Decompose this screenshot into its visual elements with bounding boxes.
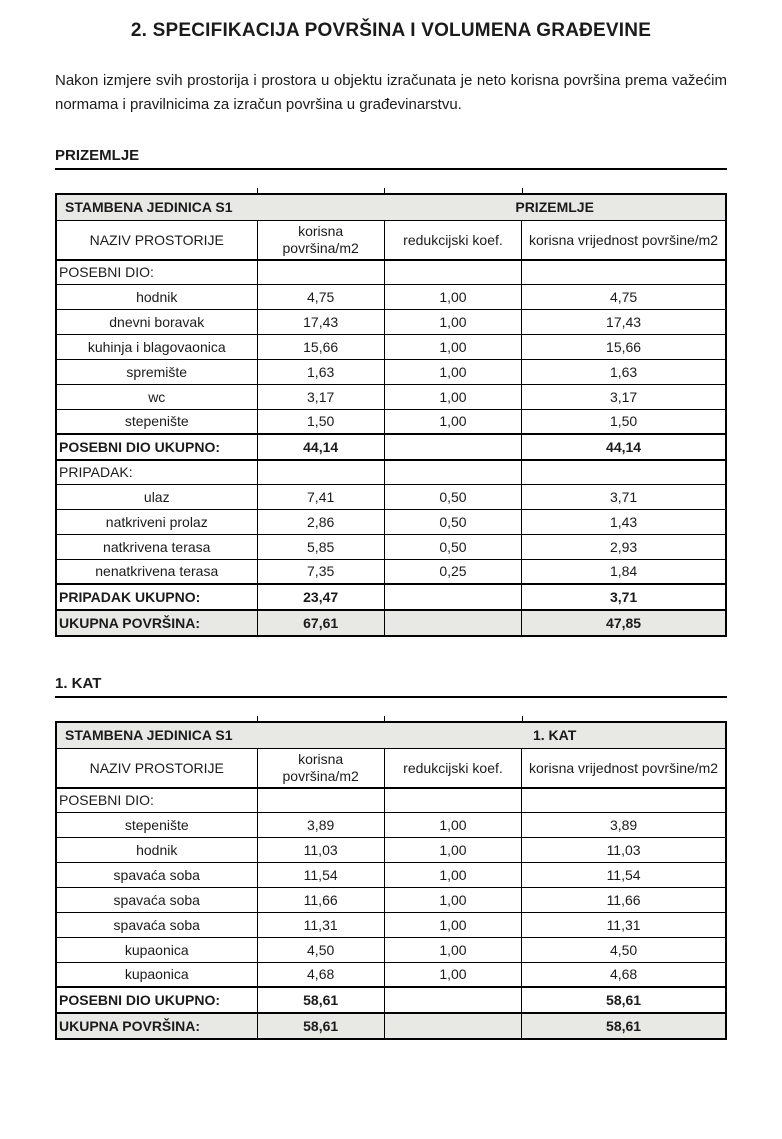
area-cell: 4,50	[257, 937, 384, 962]
coef-cell	[384, 987, 521, 1013]
coef-cell	[384, 1013, 521, 1039]
col-header-value: korisna vrijednost površine/m2	[522, 748, 726, 788]
table-body	[56, 788, 726, 1039]
area-cell: 7,35	[257, 559, 384, 584]
table-row-group	[56, 260, 726, 284]
coef-cell: 0,25	[384, 559, 521, 584]
col-header-area	[257, 220, 384, 260]
unit-label-cell: STAMBENA JEDINICA S1	[56, 194, 384, 220]
table-row-total	[56, 987, 726, 1013]
value-cell: 58,61	[522, 1013, 726, 1039]
value-cell: 58,61	[522, 987, 726, 1013]
room-name-cell: PRIPADAK UKUPNO:	[56, 584, 257, 610]
table-head	[56, 194, 726, 260]
column-tick-mark	[384, 188, 385, 193]
table-row-data	[56, 409, 726, 434]
value-cell: 47,85	[522, 610, 726, 636]
column-header-row	[56, 748, 726, 788]
col-header-area-line1: korisna	[298, 750, 344, 767]
area-cell: 1,63	[257, 359, 384, 384]
coef-cell	[384, 434, 521, 460]
room-name-cell: spavaća soba	[56, 887, 257, 912]
value-cell: 4,50	[522, 937, 726, 962]
table-row-data	[56, 862, 726, 887]
coef-cell: 1,00	[384, 837, 521, 862]
table-row-data	[56, 309, 726, 334]
area-cell: 11,54	[257, 862, 384, 887]
column-tick-mark	[522, 716, 523, 721]
room-name-cell: natkrivena terasa	[56, 534, 257, 559]
coef-cell: 1,00	[384, 862, 521, 887]
col-header-coef: redukcijski koef.	[384, 748, 521, 788]
area-cell: 4,68	[257, 962, 384, 987]
value-cell: 44,14	[522, 434, 726, 460]
table-row-data	[56, 534, 726, 559]
section-heading-kat: 1. KAT	[55, 675, 727, 698]
room-name-cell: hodnik	[56, 837, 257, 862]
coef-cell: 1,00	[384, 912, 521, 937]
table-row-total	[56, 434, 726, 460]
room-name-cell: stepenište	[56, 812, 257, 837]
table-row-data	[56, 484, 726, 509]
room-name-cell: kupaonica	[56, 962, 257, 987]
section-heading-prizemlje: PRIZEMLJE	[55, 147, 727, 170]
room-name-cell: UKUPNA POVRŠINA:	[56, 610, 257, 636]
room-name-cell: dnevni boravak	[56, 309, 257, 334]
room-name-cell: POSEBNI DIO UKUPNO:	[56, 434, 257, 460]
table-prizemlje-wrapper	[55, 193, 727, 637]
coef-cell	[384, 788, 521, 812]
table-row-data	[56, 887, 726, 912]
value-cell: 1,50	[522, 409, 726, 434]
table-title-row	[56, 194, 726, 220]
value-cell	[522, 260, 726, 284]
room-name-cell: stepenište	[56, 409, 257, 434]
value-cell: 1,43	[522, 509, 726, 534]
table-row-data	[56, 284, 726, 309]
area-cell	[257, 260, 384, 284]
room-name-cell: kupaonica	[56, 937, 257, 962]
coef-cell: 1,00	[384, 409, 521, 434]
value-cell: 11,03	[522, 837, 726, 862]
room-name-cell: POSEBNI DIO:	[56, 260, 257, 284]
coef-cell: 1,00	[384, 334, 521, 359]
column-tick-mark	[522, 188, 523, 193]
area-cell	[257, 788, 384, 812]
col-header-area-line1: korisna	[298, 222, 344, 239]
area-cell: 3,89	[257, 812, 384, 837]
table-row-group	[56, 788, 726, 812]
value-cell: 4,68	[522, 962, 726, 987]
column-tick-mark	[384, 716, 385, 721]
area-cell: 11,03	[257, 837, 384, 862]
floor-label-cell: PRIZEMLJE	[384, 194, 726, 220]
value-cell: 3,17	[522, 384, 726, 409]
value-cell: 1,63	[522, 359, 726, 384]
area-cell: 2,86	[257, 509, 384, 534]
table-head	[56, 722, 726, 788]
unit-label-cell: STAMBENA JEDINICA S1	[56, 722, 384, 748]
table-row-data	[56, 334, 726, 359]
coef-cell: 1,00	[384, 887, 521, 912]
value-cell: 3,71	[522, 484, 726, 509]
coef-cell	[384, 260, 521, 284]
area-cell: 3,17	[257, 384, 384, 409]
room-name-cell: spremište	[56, 359, 257, 384]
area-cell: 1,50	[257, 409, 384, 434]
value-cell: 2,93	[522, 534, 726, 559]
room-name-cell: PRIPADAK:	[56, 460, 257, 484]
area-cell: 15,66	[257, 334, 384, 359]
col-header-room: NAZIV PROSTORIJE	[56, 220, 257, 260]
area-cell: 44,14	[257, 434, 384, 460]
value-cell	[522, 788, 726, 812]
col-header-coef: redukcijski koef.	[384, 220, 521, 260]
area-cell	[257, 460, 384, 484]
coef-cell: 1,00	[384, 284, 521, 309]
table-row-data	[56, 384, 726, 409]
area-cell: 7,41	[257, 484, 384, 509]
col-header-value: korisna vrijednost površine/m2	[522, 220, 726, 260]
value-cell	[522, 460, 726, 484]
value-cell: 4,75	[522, 284, 726, 309]
table-row-data	[56, 359, 726, 384]
coef-cell: 1,00	[384, 812, 521, 837]
coef-cell: 0,50	[384, 509, 521, 534]
area-cell: 67,61	[257, 610, 384, 636]
coef-cell: 1,00	[384, 962, 521, 987]
coef-cell: 1,00	[384, 384, 521, 409]
column-tick-mark	[257, 188, 258, 193]
area-table-kat	[55, 721, 727, 1040]
room-name-cell: natkriveni prolaz	[56, 509, 257, 534]
room-name-cell: POSEBNI DIO UKUPNO:	[56, 987, 257, 1013]
col-header-area-line2: površina/m2	[282, 239, 359, 256]
table-row-data	[56, 837, 726, 862]
table-row-data	[56, 912, 726, 937]
col-header-area	[257, 748, 384, 788]
room-name-cell: spavaća soba	[56, 912, 257, 937]
value-cell: 3,89	[522, 812, 726, 837]
col-header-area-line2: površina/m2	[282, 767, 359, 784]
coef-cell: 1,00	[384, 309, 521, 334]
table-row-data	[56, 509, 726, 534]
value-cell: 3,71	[522, 584, 726, 610]
table-row-grand	[56, 1013, 726, 1039]
table-kat-wrapper	[55, 721, 727, 1040]
coef-cell	[384, 610, 521, 636]
table-row-data	[56, 559, 726, 584]
table-row-data	[56, 962, 726, 987]
area-cell: 11,31	[257, 912, 384, 937]
room-name-cell: wc	[56, 384, 257, 409]
table-row-grand	[56, 610, 726, 636]
table-row-data	[56, 937, 726, 962]
area-cell: 58,61	[257, 1013, 384, 1039]
area-cell: 4,75	[257, 284, 384, 309]
area-cell: 23,47	[257, 584, 384, 610]
coef-cell: 1,00	[384, 937, 521, 962]
room-name-cell: kuhinja i blagovaonica	[56, 334, 257, 359]
value-cell: 15,66	[522, 334, 726, 359]
coef-cell: 0,50	[384, 534, 521, 559]
page-title: 2. SPECIFIKACIJA POVRŠINA I VOLUMENA GRAĐEVINE	[130, 20, 652, 41]
area-table-prizemlje	[55, 193, 727, 637]
coef-cell	[384, 584, 521, 610]
intro-paragraph: Nakon izmjere svih prostorija i prostora u objektu izračunata je neto korisna površina prema važećim normama i pravilnicima za izračun površina u građevinarstvu.	[55, 72, 727, 113]
table-row-group	[56, 460, 726, 484]
value-cell: 1,84	[522, 559, 726, 584]
area-cell: 5,85	[257, 534, 384, 559]
area-cell: 17,43	[257, 309, 384, 334]
table-row-data	[56, 812, 726, 837]
coef-cell: 1,00	[384, 359, 521, 384]
coef-cell	[384, 460, 521, 484]
room-name-cell: UKUPNA POVRŠINA:	[56, 1013, 257, 1039]
area-cell: 11,66	[257, 887, 384, 912]
room-name-cell: hodnik	[56, 284, 257, 309]
column-tick-mark	[257, 716, 258, 721]
floor-label-cell: 1. KAT	[384, 722, 726, 748]
value-cell: 11,66	[522, 887, 726, 912]
value-cell: 11,31	[522, 912, 726, 937]
area-cell: 58,61	[257, 987, 384, 1013]
table-row-total	[56, 584, 726, 610]
value-cell: 17,43	[522, 309, 726, 334]
room-name-cell: spavaća soba	[56, 862, 257, 887]
value-cell: 11,54	[522, 862, 726, 887]
column-header-row	[56, 220, 726, 260]
room-name-cell: POSEBNI DIO:	[56, 788, 257, 812]
col-header-room: NAZIV PROSTORIJE	[56, 748, 257, 788]
coef-cell: 0,50	[384, 484, 521, 509]
table-body	[56, 260, 726, 636]
room-name-cell: ulaz	[56, 484, 257, 509]
table-title-row	[56, 722, 726, 748]
room-name-cell: nenatkrivena terasa	[56, 559, 257, 584]
